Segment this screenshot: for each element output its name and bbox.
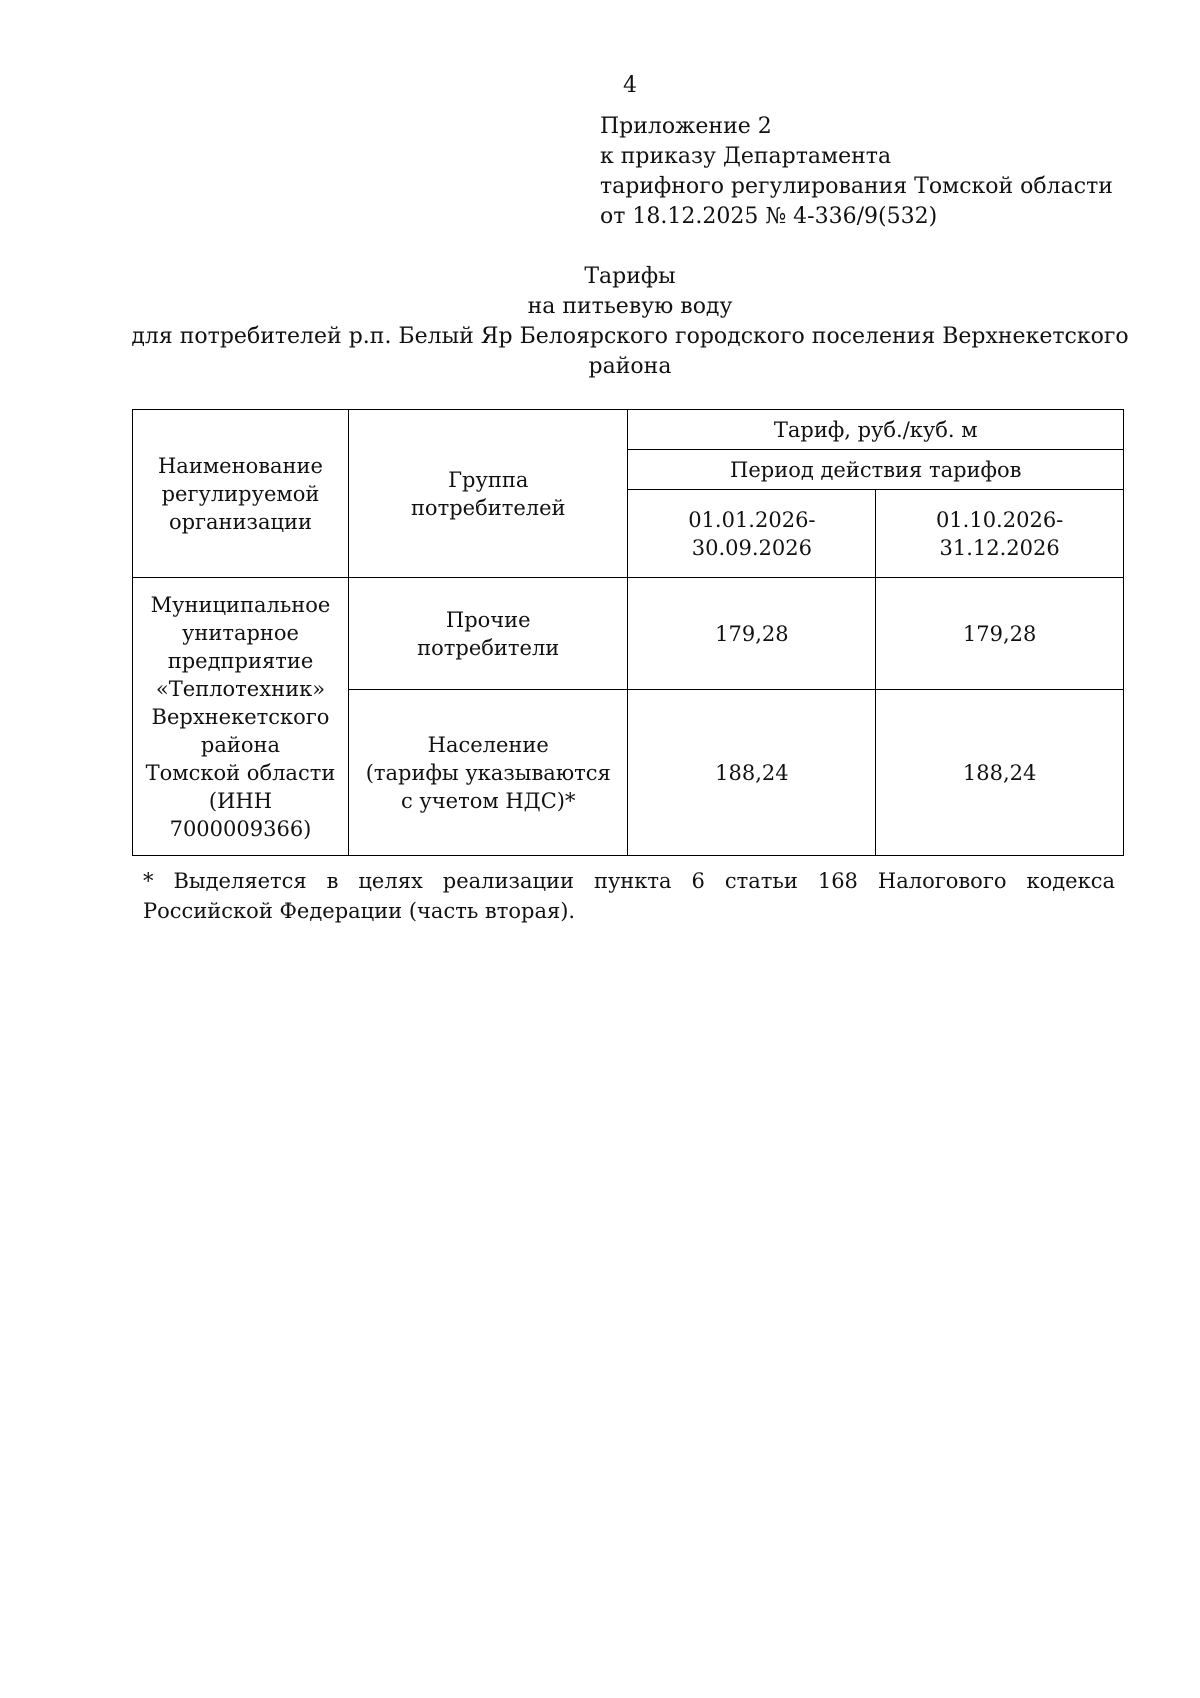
header-period-label: Период действия тарифов [730,457,1022,482]
footnote: * Выделяется в целях реализации пункта 6 статьи 168 Налогового кодекса Российской Федерации (часть вторая). [143,869,1115,923]
tariff-value: 179,28 [962,621,1037,646]
header-period-2 [876,490,1124,578]
group-label: Население (тарифы указываются с учетом НДС)* [365,732,611,813]
page-number: 4 [623,73,637,98]
header-group [348,410,628,578]
org-name-cell [133,578,349,856]
appendix-line: к приказу Департамента [600,144,892,169]
header-org [133,410,349,578]
appendix-line: от 18.12.2025 № 4-336/9(532) [600,204,938,229]
header-org-label: Наименование регулируемой организации [157,453,323,534]
header-tariff [628,410,1124,450]
tariff-value-cell [628,578,876,690]
header-period-1 [628,490,876,578]
header-tariff-label: Тариф, руб./куб. м [773,417,978,442]
header-period-2-label: 01.10.2026-31.12.2026 [935,507,1064,560]
tariff-value: 179,28 [715,621,789,646]
header-period-1-label: 01.01.2026-30.09.2026 [688,507,816,560]
title-line: на питьевую воду [527,294,733,319]
group-cell [348,690,628,856]
tariff-table [132,409,1124,856]
table-row [133,578,1124,690]
document-title [130,262,1130,382]
tariff-value-cell [628,690,876,856]
header-period [628,450,1124,490]
appendix-line: тарифного регулирования Томской области [600,174,1113,199]
tariff-value-cell [876,690,1124,856]
tariff-value: 188,24 [715,760,789,785]
tariff-value: 188,24 [962,760,1037,785]
appendix-header [600,112,1113,232]
group-cell [348,578,628,690]
tariff-value-cell [876,578,1124,690]
appendix-line: Приложение 2 [600,114,772,139]
group-label: Прочие потребители [417,607,560,660]
title-line: для потребителей р.п. Белый Яр Белоярского городского поселения Верхнекетского [131,324,1129,349]
table-header-row [133,410,1124,450]
title-line: Тарифы [584,264,676,289]
title-line: района [588,354,672,379]
org-name: Муниципальное унитарное предприятие «Теплотехник» Верхнекетского района Томской области (ИНН 7000009366) [145,592,336,841]
header-group-label: Группа потребителей [410,467,566,520]
